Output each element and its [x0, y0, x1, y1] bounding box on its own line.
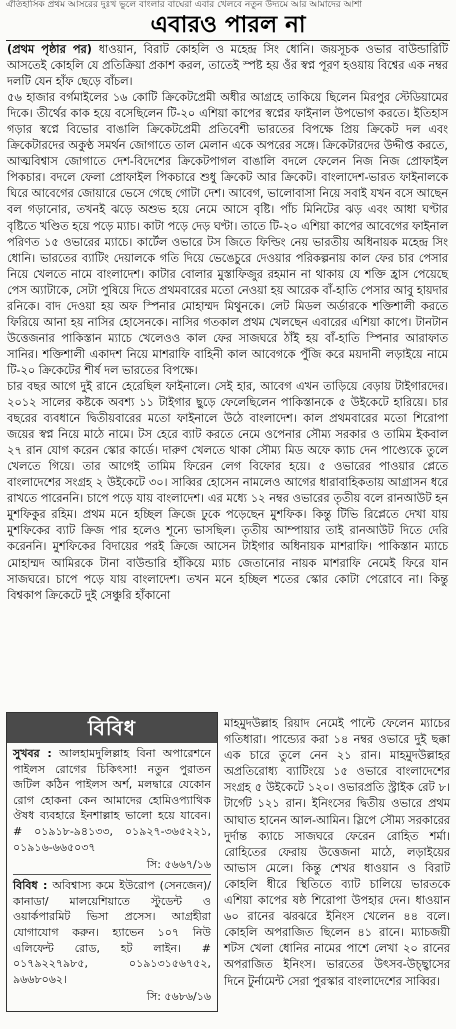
ad-code: সি: ৫৬৮৬/১৬ [146, 990, 211, 1004]
ad-body: আলহামদুলিল্লাহ বিনা অপারেশনে পাইলস রোগের চিকিৎসা! নতুন পুরাতন জটিল কঠিন পাইলস অর্শ, মলদ্বারে যেকোন রোগ হোকনা কেন আমাদের হোমিওপ্যাথিক ঔষধ ব্যবহারে ইনশাল্লাহ ভালো হয়ে যাবেন। # ০১৯১৮-৯৪১৩৩, ০১৯২৭-৩৬৫২২১, ০১৯১৬-৬৬৫০৩৭ [13, 747, 211, 854]
ad-heading: বিবিধ : [13, 879, 48, 893]
article-lead [7, 42, 448, 90]
headline-divider [6, 40, 450, 41]
article-paragraph-2: চার বছর আগে দুই রানে হেরেছিল ফাইনালে। সেই হার, আবেগ এখন তাড়িয়ে বেড়ায় টাইগারদের। ২০১২ সালের কষ্টকে অবশ্য ১১ টাইগার ছুড়ে ফেলেছিলেন পাকিস্তানকে ৫ উইকেটে হারিয়ে। চার বছরের ব্যবধানে দ্বিতীয়বারের মতো ফাইনালে উঠে বাংলাদেশ। কাল প্রথমবারের মতো শিরোপা জয়ের স্বপ্ন নিয়ে মাঠে নামে। টস হেরে ব্যাট করতে নেমে ওপেনার সৌম্য সরকার ও তামিম ইকবাল ২৭ রান যোগ করেন স্কোর কার্ডে। দারুণ খেলতে থাকা সৌম্য মিড অফে ক্যাচ দেন পাণ্ড্যেকে তুলে খেলতে গিয়ে। তার আগেই তামিম ফিরেন লেগ বিফোর হয়ে। ৫ ওভারের পাওয়ার প্লেতে বাংলাদেশের সংগ্রহ ২ উইকেটে ৩০। সাব্বির হোসেন নামলেও আগের ধারাবাহিকতায় আগ্রাসন ধরে রাখতে পারেননি। চাপে পড়ে যায় বাংলাদেশ। এর মধ্যে ১২ নম্বর ওভারের তৃতীয় বলে রানআউট হন মুশফিকুর রহিম। প্রথম মনে হচ্ছিল ক্রিজে ঢুকে পড়েছেন মুশফিক। কিন্তু টিভি রিপ্লেতে দেখা যায় মুশফিকের ব্যাট ক্রিজ পার হলেও শূন্যে ভাসছিল। তৃতীয় আম্পায়ার তাই রানআউট দিতে দেরি করেননি। মুশফিকের বিদায়ের পরই ক্রিজে আসেন টাইগার অধিনায়ক মাশরাফি। পাকিস্তান ম্যাচে মোহাম্মদ আমিরকে টানা বাউন্ডারি হাঁকিয়ে ম্যাচ জেতানোর নায়ক মাশরাফি নেমেই ফিরে যান সাজঘরে। চাপে পড়ে যায় বাংলাদেশ। তখন মনে হচ্ছিল শতের স্কোর কোটা পেরোবে না। কিন্তু বিশ্বকাপ ক্রিকেটে দুই সেঞ্চুরি হাঁকানো [7, 379, 448, 602]
article-headline: এবারও পারল না [150, 12, 306, 38]
classifieds-box [6, 712, 218, 1012]
header-strip: ঐতিহাসিক প্রথম আসরের দুঃখ ভুলে বাংলার বাঘেরা এবার খেলবে নতুন উদ্যমে আর আমাদের আশা [6, 0, 363, 10]
article-paragraph-1: ৫৬ হাজার বর্গমাইলের ১৬ কোটি ক্রিকেটপ্রেমী অধীর আগ্রহে তাকিয়ে ছিলেন মিরপুর স্টেডিয়ামের দিকে। তীর্থের কাক হয়ে বসেছিলেন টি-২০ এশিয়া কাপের স্বপ্নের ফাইনাল উপভোগ করতে। ইতিহাস গড়ার স্বপ্নে বিভোর বাঙালি ক্রিকেটপ্রেমী প্রতিবেশী ভারতের বিপক্ষে প্রিয় ক্রিকেট দল এবং ক্রিকেটারদের অকুণ্ঠ সমর্থন জোগাতে তাল মেলান একে অপরের সঙ্গে। ক্রিকেটারদের উদ্দীপ্ত করতে, আত্মবিশ্বাস জোগাতে দেশ-বিদেশের ক্রিকেটপাগল বাঙালি বদলে ফেলেন নিজ নিজ প্রোফাইল পিকচার। বদলে ফেলা প্রোফাইল পিকচারে শুধু ক্রিকেট আর ক্রিকেট। বাংলাদেশ-ভারত ফাইনালকে ঘিরে আবেগের জোয়ারে ভেসে গেছে গোটা দেশ। আবেগ, ভালোবাসা নিয়ে সবাই যখন বসে আছেন বল গড়ানোর, তখনই ঝড়ে অশুভ হয়ে নেমে আসে বৃষ্টি। পাঁচ মিনিটের ঝড় এবং আধা ঘণ্টার বৃষ্টিতে খণ্ডিত হয়ে পড়ে ম্যাচ। কাটা পড়ে দেড় ঘণ্টা। তাতে টি-২০ এশিয়া কাপের আবেগের ফাইনাল পরিণত ১৫ ওভারের ম্যাচে। কার্টেল ওভারে টস জিতে ফিল্ডিং নেয় ভারতীয় অধিনায়ক মহেন্দ্র সিং ধোনি। ভারতের ব্যাটিং দেয়ালকে গতি দিয়ে ভেঙেচুরে দেওয়ার পরিকল্পনায় কাল ফের চার পেসার নিয়ে খেলতে নামে বাংলাদেশ। কাটার বোলার মুস্তাফিজুর রহমান না থাকায় যে শক্তি হ্রাস পেয়েছে পেস অ্যাটাকে, সেটা পুষিয়ে দিতে প্রথমবারের মতো নেওয়া হয় আরেক বাঁ-হাতি পেসার আবু হায়দার রনিকে। বাদ দেওয়া হয় অফ স্পিনার মোহাম্মদ মিথুনকে। লেট মিডল অর্ডারকে শক্তিশালী করতে ফিরিয়ে আনা হয় নাসির হোসেনকে। নাসির গতকাল প্রথম খেলছেন এবারের এশিয়া কাপে। টানটান উত্তেজনার পাকিস্তান ম্যাচে খেলেওও কাল ফের সাজঘরে ঠাঁই হয় বাঁ-হাতি স্পিনার আরাফাত সানির। শক্তিশালী একাদশ নিয়ে মাশরাফি বাহিনী কাল আবেগকে পুঁজি করে ময়দানী লড়াইয়ে নামে টি-২০ ক্রিকেটের শীর্ষ দল ভারতের বিপক্ষে। [7, 91, 448, 377]
ad-body: অবিশ্বাস্য কমে ইউরোপ (সেনজেন)/ কানাডা/ মালয়েশিয়াতে স্টুডেন্ট ও ওয়ার্কপারমিট ভিসা প্রসেস। আগ্রহীরা যোগাযোগ করুন। হ্যাভেন ১০৭ নিউ এলিফেন্ট রোড, হট লাইন। # ০১৭৯২২৭৯৮৫, ০১৯১৩১৫৬৭৫২, ৯৬৬৮০৬২। [13, 879, 212, 986]
article-right-column: মাহমুদউল্লাহ রিয়াদ নেমেই পাল্টে ফেলেন ম্যাচের গতিধারা। পান্ড্যের করা ১৪ নম্বর ওভারে দুই ছক্কা এক চারে তুলে নেন ২১ রান। মাহমুদউল্লাহর অপ্রতিরোধ্য ব্যাটিংয়ে ১৫ ওভারে বাংলাদেশের সংগ্রহ ৫ উইকেটে ১২০। ওভারপ্রতি স্ট্রাইক রেট ৮। টার্গেট ১২১ রান। ইনিংসের দ্বিতীয় ওভারে প্রথম আঘাত হানেন আল-আমিন। স্লিপে সৌম্য সরকারের দুর্দান্ত ক্যাচে সাজঘরে ফেরেন রোহিত শর্মা। রোহিতের ফেরায় উত্তেজনা মাঠে, লড়াইয়ের আভাস মেলে। কিন্তু শেখর ধাওয়ান ও বিরাট কোহলি ধীরে স্থিতিতে ব্যাট চালিয়ে ভারতকে এশিয়া কাপের ষষ্ঠ শিরোপা উপহার দেন। ধাওয়ান ৬০ রানের ঝরঝরে ইনিংস খেলেন ৪৪ বলে। কোহলি অপরাজিত ছিলেন ৪১ রানে। ম্যাচজয়ী শটস খেলা ধোনির নামের পাশে লেখা ২০ রানের অপরাজিত ইনিংস। ভারতের উৎসব-উচ্ছ্বাসের দিনে টুর্নামেন্ট সেরা পুরস্কার বাংলাদেশের সাব্বির। [224, 717, 450, 988]
lead-text: ধাওয়ান, বিরাট কোহলি ও মহেন্দ্র সিং ধোনি। জয়সূচক ওভার বাউন্ডারিটি আসতেই কোহলি যে প্রতিক্রিয়া প্রকাশ করল, তাতেই স্পষ্ট হয় ওঁর স্বপ্ন পূরণ হওয়ায় বিশ্বের এক নম্বর দলটি যেন হাঁফ ছেড়ে বাঁচল। [7, 43, 449, 89]
article-body [7, 42, 448, 604]
classified-ad-1 [7, 743, 217, 874]
ad-code: সি: ৫৬৬৭/১৬ [146, 858, 211, 872]
continuation-label: (প্রথম পৃষ্ঠার পর) [7, 43, 92, 56]
ad-heading: সুখবর : [13, 747, 52, 760]
classified-ad-2 [7, 875, 217, 1006]
classifieds-title: বিবিধ [7, 713, 217, 743]
